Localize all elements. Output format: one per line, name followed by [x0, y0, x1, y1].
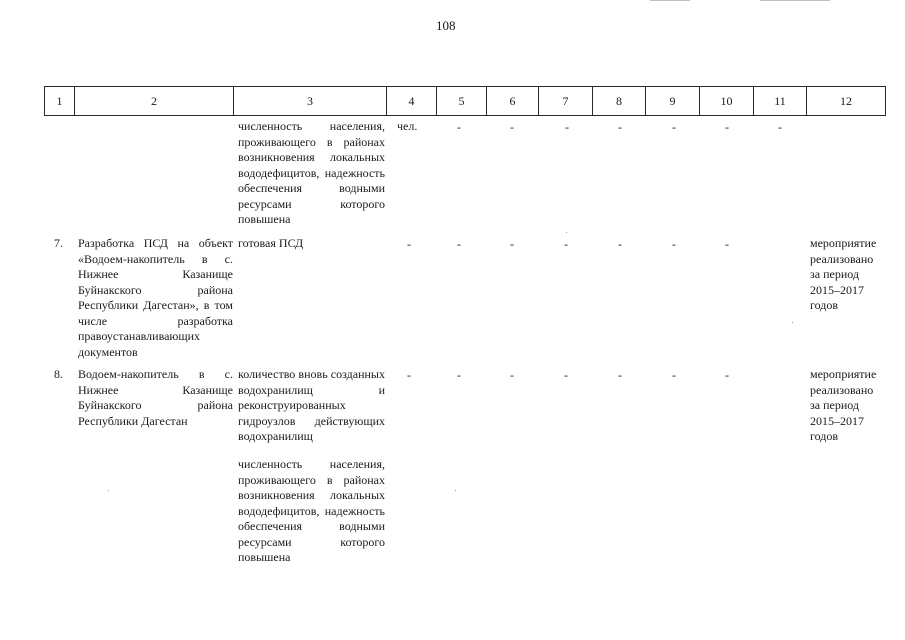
- measure-name: Разработка ПСД на объект «Водоем-накопитель в с. Нижнее Казанище Буйнакского района Республики Дагестан», в том числе разработка правоустанавливающих документов: [78, 236, 233, 359]
- value-cell: -: [672, 237, 676, 251]
- scan-speck: [455, 490, 456, 491]
- header-cell: 5: [436, 87, 486, 115]
- note-text: мероприятие реализовано за период 2015–2017 годов: [810, 236, 877, 312]
- header-cell: 1: [44, 87, 74, 115]
- header-cell: 9: [645, 87, 699, 115]
- header-cell: 2: [74, 87, 233, 115]
- header-cell: 7: [538, 87, 592, 115]
- measure-name: Водоем-накопитель в с. Нижнее Казанище Буйнакского района Республики Дагестан: [78, 367, 233, 428]
- header-cell: 10: [699, 87, 753, 115]
- indicator-text-secondary: численность населения, проживающего в районах возникновения локальных вододефицитов, надежность обеспечения водными ресурсами которого повышена: [238, 457, 385, 564]
- scan-speck: [792, 322, 793, 323]
- note-text: мероприятие реализовано за период 2015–2017 годов: [810, 367, 877, 443]
- value-cell: -: [672, 368, 676, 382]
- value-cell: -: [510, 368, 514, 382]
- value-cell: -: [510, 120, 514, 134]
- value-cell: -: [725, 120, 729, 134]
- row-number: 8.: [54, 367, 63, 381]
- header-cell: 6: [486, 87, 538, 115]
- value-cell: -: [564, 237, 568, 251]
- scan-edge-mark: [760, 0, 830, 1]
- unit-text: чел.: [397, 119, 418, 133]
- table-header-row: [44, 86, 886, 116]
- header-cell: 11: [753, 87, 806, 115]
- header-cell: 8: [592, 87, 645, 115]
- indicator-text: готовая ПСД: [238, 236, 304, 250]
- header-cell: 12: [806, 87, 886, 115]
- value-cell: -: [407, 368, 411, 382]
- row-number: 7.: [54, 236, 63, 250]
- scan-edge-mark: [650, 0, 690, 1]
- value-cell: -: [564, 368, 568, 382]
- value-cell: -: [407, 237, 411, 251]
- indicator-text: численность населения, проживающего в районах возникновения локальных вододефицитов, надежность обеспечения водными ресурсами которого повышена: [238, 119, 385, 226]
- value-cell: -: [457, 237, 461, 251]
- value-cell: -: [618, 120, 622, 134]
- value-cell: -: [565, 120, 569, 134]
- value-cell: -: [778, 120, 782, 134]
- value-cell: -: [725, 368, 729, 382]
- page-number: 108: [436, 18, 456, 33]
- value-cell: -: [672, 120, 676, 134]
- header-cell: 3: [233, 87, 386, 115]
- value-cell: -: [510, 237, 514, 251]
- value-cell: -: [618, 368, 622, 382]
- value-cell: -: [457, 368, 461, 382]
- indicator-text: количество вновь созданных водохранилищ и реконструированных гидроузлов действующих водохранилищ: [238, 367, 385, 443]
- value-cell: -: [457, 120, 461, 134]
- value-cell: -: [618, 237, 622, 251]
- header-cell: 4: [386, 87, 436, 115]
- scan-speck: [108, 490, 109, 491]
- value-cell: -: [725, 237, 729, 251]
- scan-speck: [566, 232, 567, 233]
